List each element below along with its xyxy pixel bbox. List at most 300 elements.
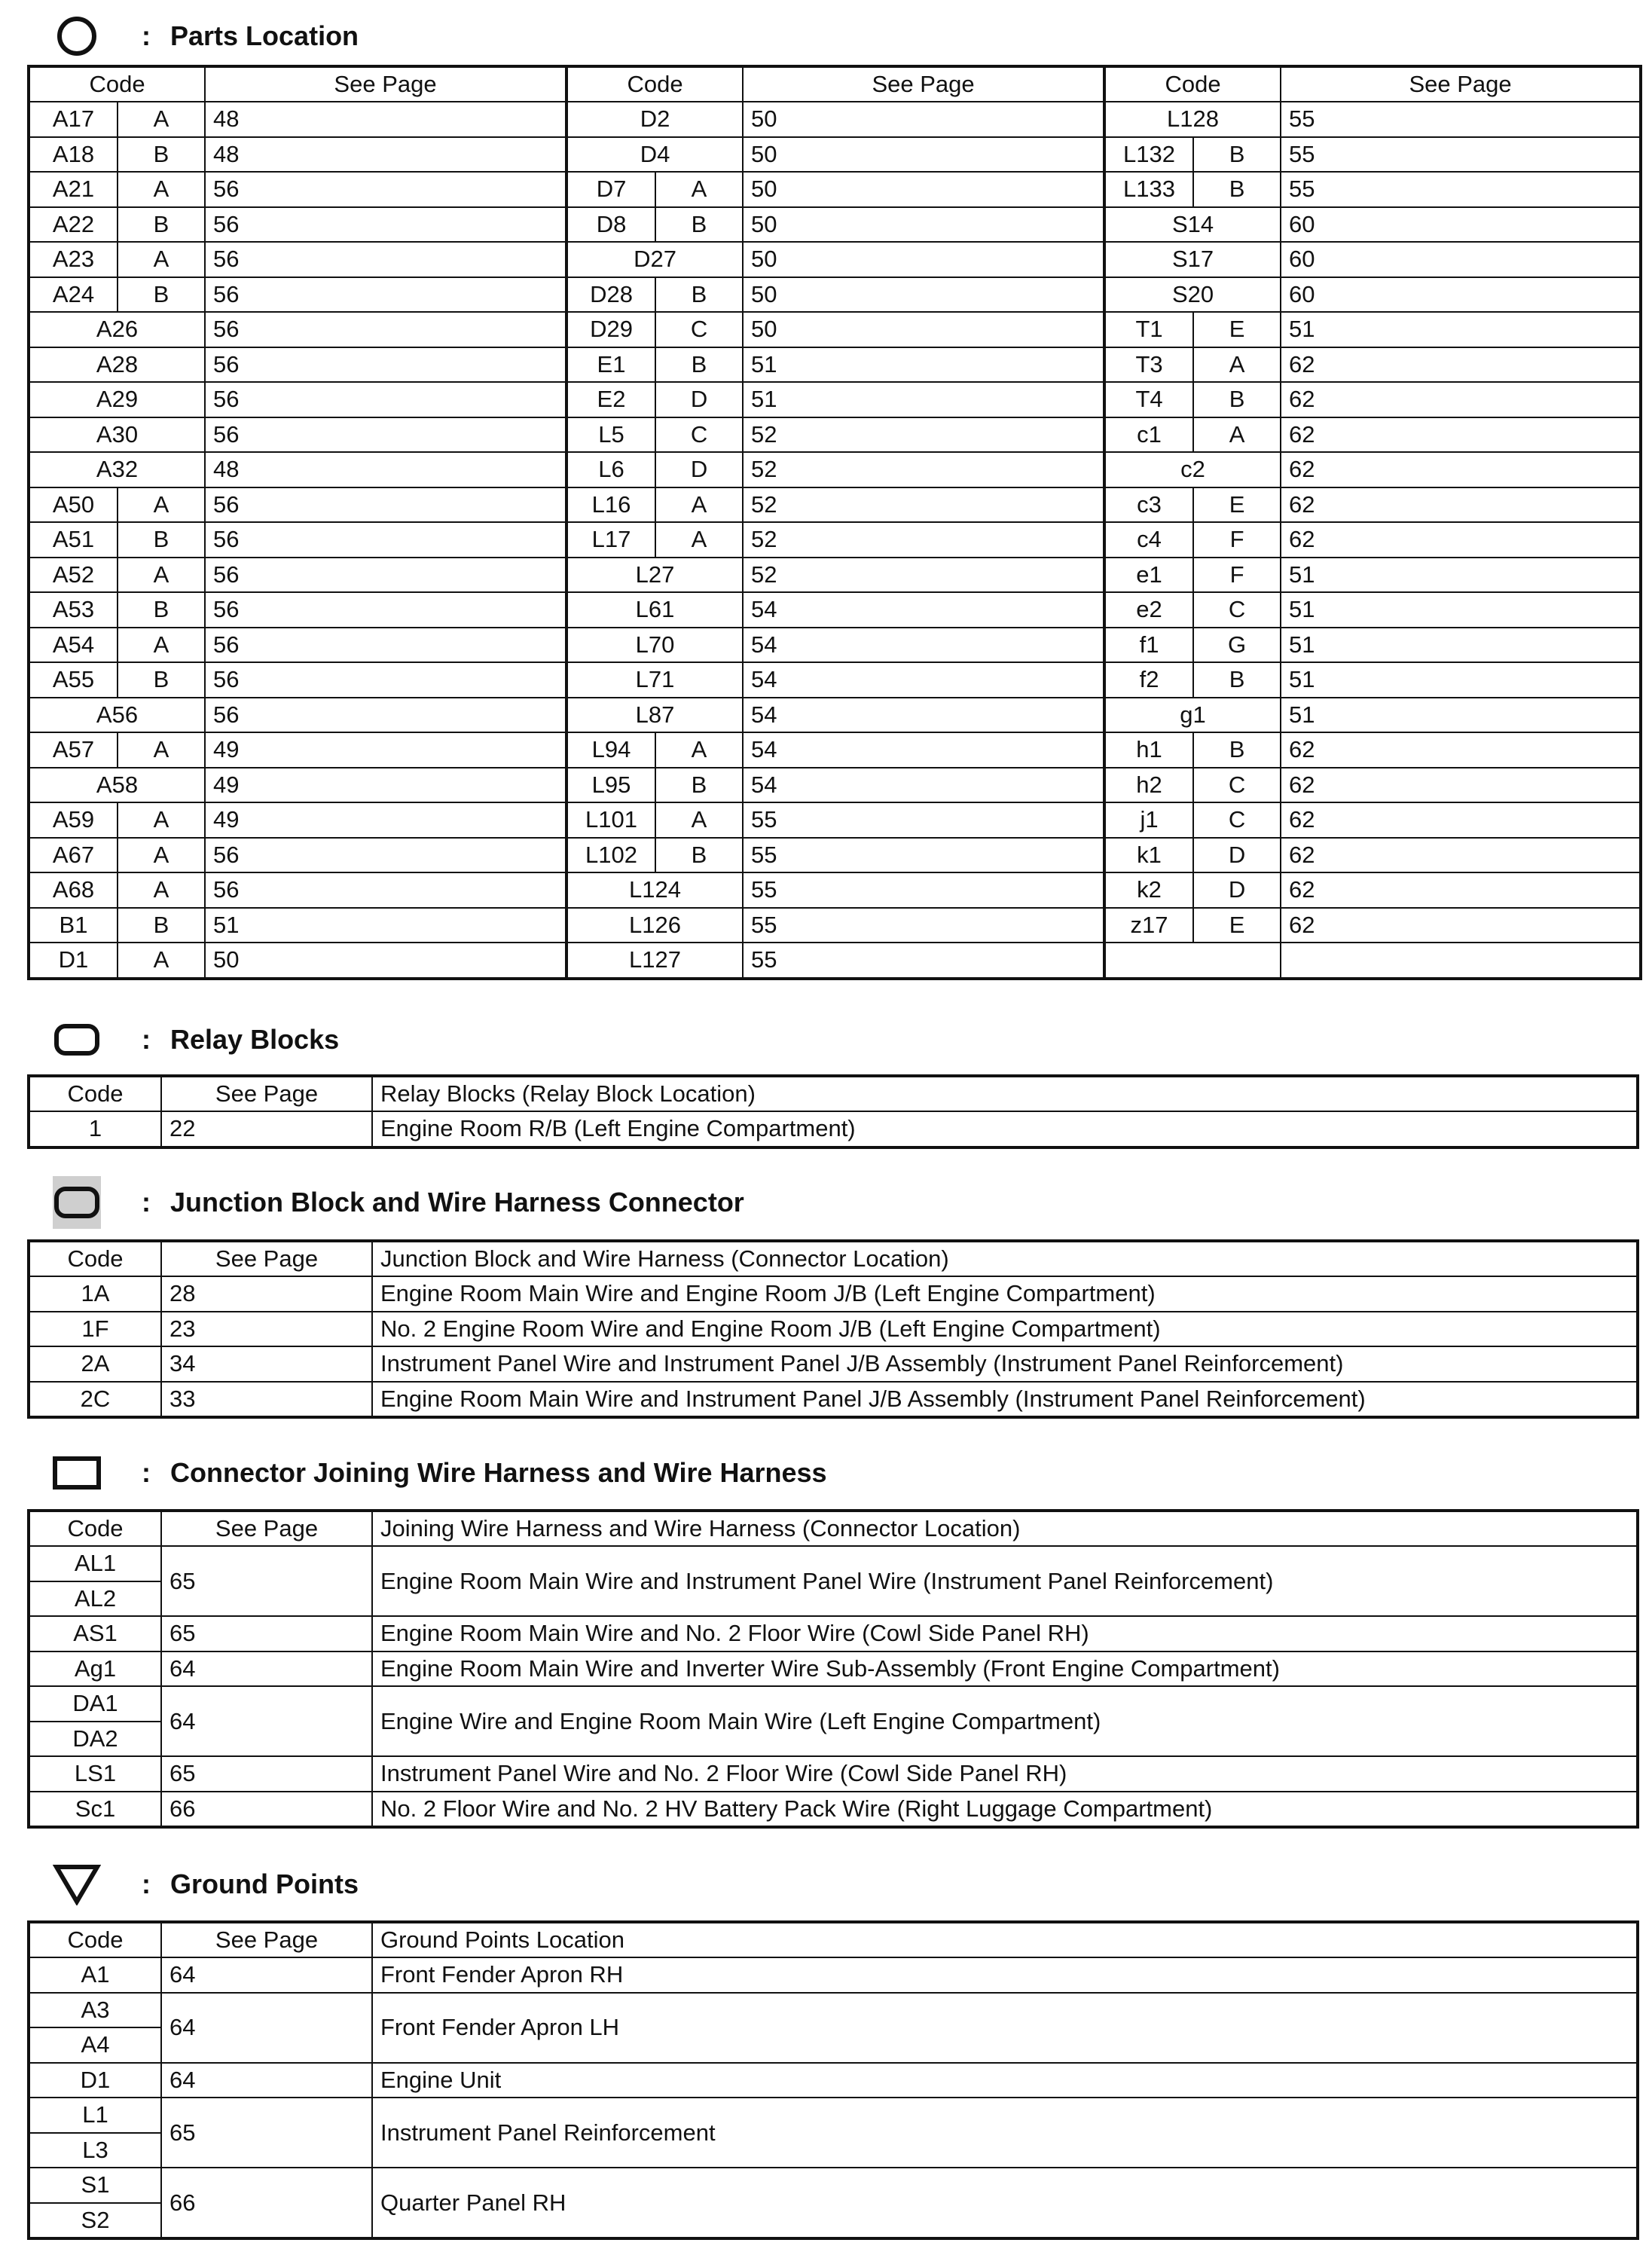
table-row [29, 312, 1641, 347]
table-row [29, 172, 1641, 207]
table-row [29, 1686, 1638, 1722]
code-cell: L126 [566, 908, 743, 943]
code-cell: z17 [1104, 908, 1193, 943]
see-page-header: See Page [205, 66, 566, 102]
sub-code-cell: A [655, 732, 743, 768]
code-cell: L102 [566, 838, 655, 873]
page-cell: 64 [161, 1651, 372, 1687]
page-cell: 50 [743, 312, 1104, 347]
code-cell: j1 [1104, 802, 1193, 838]
page-cell: 50 [743, 102, 1104, 137]
table-row [29, 592, 1641, 628]
table-row [29, 1382, 1638, 1418]
description-cell: Instrument Panel Wire and No. 2 Floor Wire (Cowl Side Panel RH) [372, 1756, 1638, 1792]
table-row [29, 1111, 1638, 1147]
table-row [29, 487, 1641, 523]
code-cell: AS1 [29, 1616, 161, 1651]
code-cell: f2 [1104, 662, 1193, 698]
sub-code-cell: B [655, 277, 743, 313]
sub-code-cell: D [655, 452, 743, 487]
code-cell: 2C [29, 1382, 161, 1418]
code-cell: L128 [1104, 102, 1281, 137]
page-cell: 51 [1281, 558, 1641, 593]
code-cell: D2 [566, 102, 743, 137]
page-cell: 55 [743, 872, 1104, 908]
code-cell: DA1 [29, 1686, 161, 1722]
code-cell: Sc1 [29, 1792, 161, 1828]
table-row [29, 417, 1641, 453]
sub-code-cell: A [655, 802, 743, 838]
sub-code-cell: B [118, 522, 205, 558]
page-cell: 54 [743, 592, 1104, 628]
page-cell: 62 [1281, 347, 1641, 383]
circle-icon [53, 14, 101, 59]
code-cell: A57 [29, 732, 118, 768]
table-row [29, 207, 1641, 243]
code-cell: L71 [566, 662, 743, 698]
sub-code-cell: B [118, 592, 205, 628]
sub-code-cell: A [118, 802, 205, 838]
sub-code-cell: A [118, 628, 205, 663]
code-cell: L127 [566, 943, 743, 979]
page-cell: 55 [743, 943, 1104, 979]
code-cell: S14 [1104, 207, 1281, 243]
page-cell: 50 [743, 137, 1104, 173]
page-cell: 51 [743, 347, 1104, 383]
code-cell: g1 [1104, 698, 1281, 733]
page-cell: 64 [161, 1686, 372, 1756]
page-cell: 62 [1281, 452, 1641, 487]
see-page-header: See Page [161, 1922, 372, 1957]
page-cell: 56 [205, 277, 566, 313]
sub-code-cell: A [118, 172, 205, 207]
page-cell: 56 [205, 592, 566, 628]
sub-code-cell: F [1193, 522, 1281, 558]
sub-code-cell: B [118, 137, 205, 173]
code-header: Code [1104, 66, 1281, 102]
page-cell: 48 [205, 102, 566, 137]
code-cell: h1 [1104, 732, 1193, 768]
page-cell: 48 [205, 137, 566, 173]
table-row [29, 277, 1641, 313]
code-header: Code [566, 66, 743, 102]
page-cell: 51 [1281, 592, 1641, 628]
code-cell: S2 [29, 2203, 161, 2239]
sub-code-cell: C [655, 312, 743, 347]
page-cell: 49 [205, 802, 566, 838]
sub-code-cell: D [655, 382, 743, 417]
page-cell: 34 [161, 1346, 372, 1382]
code-cell: e2 [1104, 592, 1193, 628]
code-cell: A55 [29, 662, 118, 698]
ground-points-title: Ground Points [170, 1868, 359, 1899]
code-cell: A17 [29, 102, 118, 137]
page-cell: 52 [743, 417, 1104, 453]
page-cell: 56 [205, 347, 566, 383]
table-row [29, 872, 1641, 908]
code-cell: A24 [29, 277, 118, 313]
joining-connectors-table [27, 1509, 1639, 1829]
code-cell: T3 [1104, 347, 1193, 383]
oval-icon [53, 1017, 101, 1062]
relay-blocks-heading: : Relay Blocks [53, 1017, 339, 1062]
code-cell: A22 [29, 207, 118, 243]
code-cell: A54 [29, 628, 118, 663]
code-cell: L95 [566, 768, 655, 803]
table-row [29, 1276, 1638, 1312]
description-cell: Engine Room R/B (Left Engine Compartment) [372, 1111, 1638, 1147]
code-cell: L133 [1104, 172, 1193, 207]
code-cell: S20 [1104, 277, 1281, 313]
page-cell: 55 [1281, 137, 1641, 173]
description-header: Joining Wire Harness and Wire Harness (Connector Location) [372, 1511, 1638, 1546]
parts-location-title: Parts Location [170, 20, 359, 51]
code-cell: A30 [29, 417, 205, 453]
code-header: Code [29, 66, 205, 102]
code-cell: D7 [566, 172, 655, 207]
code-cell: 1A [29, 1276, 161, 1312]
junction-blocks-heading: : Junction Block and Wire Harness Connector [53, 1180, 744, 1225]
see-page-header: See Page [161, 1241, 372, 1276]
table-row [29, 628, 1641, 663]
description-cell: Front Fender Apron LH [372, 1993, 1638, 2063]
table-row [29, 768, 1641, 803]
page-cell: 55 [743, 802, 1104, 838]
relay-blocks-table [27, 1074, 1639, 1149]
code-header: Code [29, 1511, 161, 1546]
sub-code-cell: A [118, 838, 205, 873]
page-cell: 51 [743, 382, 1104, 417]
code-cell: h2 [1104, 768, 1193, 803]
code-cell: 2A [29, 1346, 161, 1382]
code-cell: k2 [1104, 872, 1193, 908]
code-cell: L3 [29, 2133, 161, 2168]
sub-code-cell: B [655, 838, 743, 873]
sub-code-cell: B [1193, 137, 1281, 173]
description-cell: Engine Room Main Wire and Inverter Wire Sub-Assembly (Front Engine Compartment) [372, 1651, 1638, 1687]
sub-code-cell: B [655, 207, 743, 243]
table-header-row [29, 1511, 1638, 1546]
table-header-row [29, 1922, 1638, 1957]
code-cell: Ag1 [29, 1651, 161, 1687]
sub-code-cell: A [1193, 417, 1281, 453]
code-cell: D28 [566, 277, 655, 313]
table-row [29, 1346, 1638, 1382]
sub-code-cell: C [1193, 592, 1281, 628]
code-cell: B1 [29, 908, 118, 943]
sub-code-cell: A [1193, 347, 1281, 383]
sub-code-cell: E [1193, 312, 1281, 347]
page-cell: 52 [743, 487, 1104, 523]
sub-code-cell: B [1193, 382, 1281, 417]
page-cell: 56 [205, 417, 566, 453]
junction-blocks-title: Junction Block and Wire Harness Connector [170, 1187, 744, 1218]
page-cell: 64 [161, 2063, 372, 2098]
sub-code-cell: B [1193, 732, 1281, 768]
code-cell: A18 [29, 137, 118, 173]
table-row [29, 1616, 1638, 1651]
page-cell: 56 [205, 382, 566, 417]
page-cell: 52 [743, 522, 1104, 558]
code-cell: DA2 [29, 1722, 161, 1757]
page-cell: 62 [1281, 382, 1641, 417]
sub-code-cell: A [118, 943, 205, 979]
sub-code-cell: E [1193, 908, 1281, 943]
page-cell: 55 [743, 838, 1104, 873]
code-cell: A58 [29, 768, 205, 803]
joining-connectors-title: Connector Joining Wire Harness and Wire Harness [170, 1457, 827, 1488]
description-cell: Instrument Panel Wire and Instrument Panel J/B Assembly (Instrument Panel Reinforcement) [372, 1346, 1638, 1382]
page-cell: 52 [743, 452, 1104, 487]
page-cell: 56 [205, 872, 566, 908]
page-cell: 66 [161, 1792, 372, 1828]
table-row [29, 802, 1641, 838]
code-cell: A68 [29, 872, 118, 908]
table-row [29, 382, 1641, 417]
code-cell: D1 [29, 2063, 161, 2098]
description-header: Relay Blocks (Relay Block Location) [372, 1076, 1638, 1111]
table-row [29, 137, 1641, 173]
code-cell: A26 [29, 312, 205, 347]
sub-code-cell: B [118, 662, 205, 698]
code-header: Code [29, 1241, 161, 1276]
sub-code-cell: C [655, 417, 743, 453]
code-cell: E2 [566, 382, 655, 417]
description-cell: Engine Wire and Engine Room Main Wire (Left Engine Compartment) [372, 1686, 1638, 1756]
description-cell: No. 2 Engine Room Wire and Engine Room J/B (Left Engine Compartment) [372, 1312, 1638, 1347]
table-row [29, 522, 1641, 558]
sub-code-cell: B [1193, 172, 1281, 207]
description-cell: Engine Unit [372, 2063, 1638, 2098]
table-row [29, 908, 1641, 943]
page-cell: 50 [743, 277, 1104, 313]
code-cell: T4 [1104, 382, 1193, 417]
sub-code-cell: A [118, 242, 205, 277]
page-cell: 54 [743, 698, 1104, 733]
table-row [29, 1756, 1638, 1792]
code-cell: L61 [566, 592, 743, 628]
code-cell: A29 [29, 382, 205, 417]
sub-code-cell: C [1193, 802, 1281, 838]
code-cell: AL1 [29, 1546, 161, 1581]
page-cell: 62 [1281, 802, 1641, 838]
sub-code-cell: B [655, 768, 743, 803]
page-cell: 33 [161, 1382, 372, 1418]
page-cell: 51 [1281, 628, 1641, 663]
sub-code-cell: E [1193, 487, 1281, 523]
code-cell: A51 [29, 522, 118, 558]
sub-code-cell: F [1193, 558, 1281, 593]
page-cell: 62 [1281, 487, 1641, 523]
sub-code-cell: B [118, 908, 205, 943]
code-cell: AL2 [29, 1581, 161, 1617]
sub-code-cell: A [118, 872, 205, 908]
code-cell: L94 [566, 732, 655, 768]
code-cell: A59 [29, 802, 118, 838]
code-cell: A3 [29, 1993, 161, 2028]
shaded-oval-icon [53, 1180, 101, 1225]
table-row [29, 452, 1641, 487]
page-cell: 22 [161, 1111, 372, 1147]
page-cell: 55 [1281, 172, 1641, 207]
code-cell: D4 [566, 137, 743, 173]
description-cell: Engine Room Main Wire and Engine Room J/B (Left Engine Compartment) [372, 1276, 1638, 1312]
page-cell: 55 [1281, 102, 1641, 137]
code-cell: L87 [566, 698, 743, 733]
code-cell: 1F [29, 1312, 161, 1347]
ground-points-heading: : Ground Points [53, 1862, 359, 1907]
page-cell: 51 [205, 908, 566, 943]
code-cell: A4 [29, 2027, 161, 2063]
description-cell: Front Fender Apron RH [372, 1957, 1638, 1993]
page-cell: 56 [205, 312, 566, 347]
code-cell: L132 [1104, 137, 1193, 173]
code-cell: S1 [29, 2168, 161, 2203]
code-header: Code [29, 1076, 161, 1111]
table-row [29, 1312, 1638, 1347]
code-cell: A28 [29, 347, 205, 383]
description-cell: Quarter Panel RH [372, 2168, 1638, 2238]
table-row [29, 242, 1641, 277]
code-cell: A23 [29, 242, 118, 277]
code-cell: D27 [566, 242, 743, 277]
page-cell: 66 [161, 2168, 372, 2238]
code-cell: L5 [566, 417, 655, 453]
code-cell: LS1 [29, 1756, 161, 1792]
page-cell: 60 [1281, 242, 1641, 277]
code-cell: A53 [29, 592, 118, 628]
page-cell: 52 [743, 558, 1104, 593]
description-cell: Engine Room Main Wire and Instrument Panel J/B Assembly (Instrument Panel Reinforcement) [372, 1382, 1638, 1418]
description-header: Ground Points Location [372, 1922, 1638, 1957]
junction-blocks-table [27, 1239, 1639, 1419]
parts-location-heading: : Parts Location [53, 14, 359, 59]
page-cell: 23 [161, 1312, 372, 1347]
table-row [29, 1546, 1638, 1581]
sub-code-cell: A [655, 487, 743, 523]
table-row [29, 2098, 1638, 2133]
table-header-row [29, 1076, 1638, 1111]
table-row [29, 2168, 1638, 2203]
code-cell: T1 [1104, 312, 1193, 347]
page-cell: 65 [161, 1616, 372, 1651]
code-cell: L124 [566, 872, 743, 908]
code-cell: A1 [29, 1957, 161, 1993]
page-cell: 64 [161, 1957, 372, 1993]
page-cell: 56 [205, 172, 566, 207]
sub-code-cell: B [655, 347, 743, 383]
description-cell: Engine Room Main Wire and No. 2 Floor Wire (Cowl Side Panel RH) [372, 1616, 1638, 1651]
sub-code-cell: A [118, 558, 205, 593]
page-cell [1281, 943, 1641, 979]
page-cell: 65 [161, 1756, 372, 1792]
page-cell: 55 [743, 908, 1104, 943]
sub-code-cell: A [118, 102, 205, 137]
description-cell: Instrument Panel Reinforcement [372, 2098, 1638, 2168]
table-row [29, 1651, 1638, 1687]
page-cell: 49 [205, 732, 566, 768]
page-cell: 62 [1281, 417, 1641, 453]
code-cell: L1 [29, 2098, 161, 2133]
code-cell: L16 [566, 487, 655, 523]
page-cell: 60 [1281, 277, 1641, 313]
code-cell: A52 [29, 558, 118, 593]
page-cell: 28 [161, 1276, 372, 1312]
page-cell: 56 [205, 558, 566, 593]
table-row [29, 698, 1641, 733]
code-cell: A50 [29, 487, 118, 523]
page-cell: 60 [1281, 207, 1641, 243]
page-cell: 56 [205, 487, 566, 523]
page-cell: 62 [1281, 838, 1641, 873]
code-cell: 1 [29, 1111, 161, 1147]
sub-code-cell: A [655, 522, 743, 558]
code-cell: S17 [1104, 242, 1281, 277]
page-cell: 54 [743, 768, 1104, 803]
page-cell: 62 [1281, 872, 1641, 908]
page-cell: 56 [205, 207, 566, 243]
page-cell: 65 [161, 1546, 372, 1616]
page-cell: 54 [743, 628, 1104, 663]
see-page-header: See Page [161, 1511, 372, 1546]
code-cell: k1 [1104, 838, 1193, 873]
page-cell: 48 [205, 452, 566, 487]
page-cell: 65 [161, 2098, 372, 2168]
square-icon [53, 1450, 101, 1496]
page-cell: 51 [1281, 698, 1641, 733]
sub-code-cell: B [1193, 662, 1281, 698]
page-cell: 56 [205, 662, 566, 698]
code-cell: D1 [29, 943, 118, 979]
page-cell: 50 [743, 242, 1104, 277]
table-row [29, 1957, 1638, 1993]
code-cell: L17 [566, 522, 655, 558]
sub-code-cell: D [1193, 838, 1281, 873]
table-row [29, 2063, 1638, 2098]
sub-code-cell: B [118, 207, 205, 243]
table-row [29, 1993, 1638, 2028]
code-header: Code [29, 1922, 161, 1957]
sub-code-cell: A [118, 487, 205, 523]
code-cell: L70 [566, 628, 743, 663]
page-cell: 51 [1281, 662, 1641, 698]
table-row [29, 943, 1641, 979]
sub-code-cell: A [118, 732, 205, 768]
page-cell: 50 [743, 207, 1104, 243]
page-cell: 62 [1281, 908, 1641, 943]
page-cell: 56 [205, 522, 566, 558]
see-page-header: See Page [743, 66, 1104, 102]
ground-points-table [27, 1920, 1639, 2240]
table-row [29, 558, 1641, 593]
description-header: Junction Block and Wire Harness (Connector Location) [372, 1241, 1638, 1276]
code-cell: E1 [566, 347, 655, 383]
page-cell: 50 [205, 943, 566, 979]
table-header-row [29, 1241, 1638, 1276]
page-cell: 62 [1281, 768, 1641, 803]
code-cell: A21 [29, 172, 118, 207]
description-cell: No. 2 Floor Wire and No. 2 HV Battery Pack Wire (Right Luggage Compartment) [372, 1792, 1638, 1828]
code-cell: L101 [566, 802, 655, 838]
page-cell: 56 [205, 628, 566, 663]
table-row [29, 662, 1641, 698]
page-cell: 50 [743, 172, 1104, 207]
code-cell: L27 [566, 558, 743, 593]
code-cell: c4 [1104, 522, 1193, 558]
sub-code-cell: A [655, 172, 743, 207]
triangle-down-icon [53, 1862, 101, 1907]
code-cell: A32 [29, 452, 205, 487]
